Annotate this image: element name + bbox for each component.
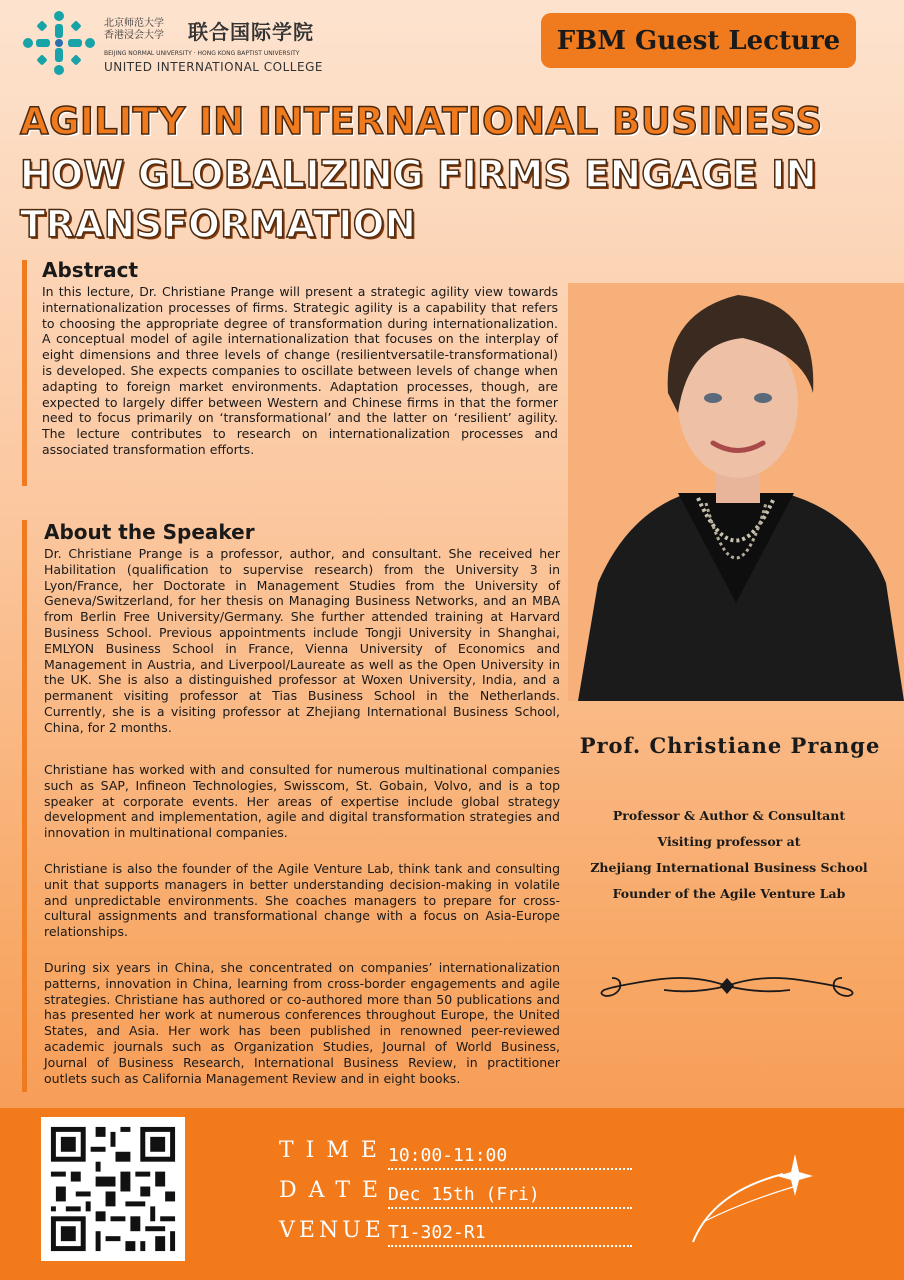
venue-value: T1-302-R1 [388, 1222, 632, 1247]
abstract-accent-bar [22, 260, 27, 486]
qr-code-icon[interactable] [41, 1117, 185, 1261]
speaker-name: Prof. Christiane Prange [579, 733, 881, 758]
college-emblem-icon [20, 8, 98, 78]
date-value: Dec 15th (Fri) [388, 1184, 632, 1209]
ornament-divider-icon [594, 966, 860, 1006]
speaker-role-3: Zhejiang International Business School [590, 860, 868, 875]
speaker-roles [566, 803, 892, 907]
logo-chinese-name: 联合国际学院 [188, 20, 314, 44]
abstract-text: In this lecture, Dr. Christiane Prange will present a strategic agility view towards internationalization processes of firms. Strategic agility is a capability that refers to choosing the appropriate degree of transformation during internationalization. A conceptual model of agile internationalization that focuses on the interplay of eight dimensions and three levels of change (resilientversatile-transformational) is developed. She expects companies to oscillate between levels of change when adapting to foreign market environments. Adaptation processes, though, are expected to largely differ between Western and Chinese firms in that the former need to focus primarily on ‘transformational’ and the latter on ‘resilient’ agility. The lecture contributes to research on internationalization processes and associated transformation efforts. [42, 284, 558, 457]
date-label: DATE [279, 1178, 391, 1203]
title-line-2: HOW GLOBALIZING FIRMS ENGAGE IN TRANSFORMATION [20, 153, 818, 246]
time-value: 10:00-11:00 [388, 1145, 632, 1170]
speaker-photo [568, 283, 904, 701]
college-logo [20, 8, 330, 78]
venue-label: VENUE [279, 1218, 385, 1243]
title-line-1: AGILITY IN INTERNATIONAL BUSINESS [20, 100, 823, 143]
speaker-role-4: Founder of the Agile Venture Lab [612, 886, 846, 901]
logo-english-universities: BEIJING NORMAL UNIVERSITY · HONG KONG BAPTIST UNIVERSITY [104, 50, 300, 57]
speaker-accent-bar [22, 520, 27, 1092]
speaker-bio-para-4: During six years in China, she concentrated on companies’ internationalization patterns, innovation in China, learning from cross-border engagements and agile strategies. Christiane has authored or co-authored more than 50 publications and has presented her work at numerous conferences throughout Europe, the United States, and Asia. Her work has been published in renowned peer-reviewed academic journals such as Organization Studies, Journal of World Business, Journal of Business Research, International Business Review, in practitioner outlets such as California Management Review and in eight books. [44, 960, 560, 1086]
speaker-role-2: Visiting professor at [657, 834, 801, 849]
logo-chinese-universities: 北京师范大学 香港浸会大学 [104, 18, 164, 41]
speaker-bio-para-3: Christiane is also the founder of the Agile Venture Lab, think tank and consulting unit that supports managers in better understanding decision-making in volatile and unpredictable environments. She coaches managers to prepare for cross-cultural assignments and transformational change with a focus on Asia-Europe relationships. [44, 861, 560, 940]
speaker-bio-para-1: Dr. Christiane Prange is a professor, author, and consultant. She received her Habilitation (qualification to supervise research) from the University 3 in Lyon/France, her Doctorate in Management Studies from the University of Geneva/Switzerland, for her thesis on Managing Business Networks, and an MBA from Berlin Free University/Germany. She further attended training at Harvard Business School. Previous appointments include Tongji University in Shanghai, EMLYON Business School in France, Vienna University of Economics and Management in Austria, and Liverpool/Laureate as well as the Open University in the UK. She is also a distinguished professor at Woxen University, India, and a permanent visiting professor at Tias Business School in the Netherlands. Currently, she is a visiting professor at Zhejiang International Business School, China, for 2 months. [44, 546, 560, 735]
abstract-heading: Abstract [42, 258, 139, 282]
speaker-heading: About the Speaker [44, 520, 255, 544]
speaker-bio-para-2: Christiane has worked with and consulted for numerous multinational companies such as SAP, Infineon Technologies, Swisscom, St. Gobain, Volvo, and is a top speaker at corporate events. Her areas of expertise include global strategy development and implementation, agile and digital transformation strategies and innovation in multinational companies. [44, 762, 560, 841]
logo-english-name: UNITED INTERNATIONAL COLLEGE [104, 60, 323, 74]
speaker-role-1: Professor & Author & Consultant [612, 808, 846, 823]
sparkle-star-icon [683, 1152, 813, 1252]
time-label: TIME [279, 1138, 389, 1163]
lecture-type-badge: FBM Guest Lecture [541, 13, 856, 68]
